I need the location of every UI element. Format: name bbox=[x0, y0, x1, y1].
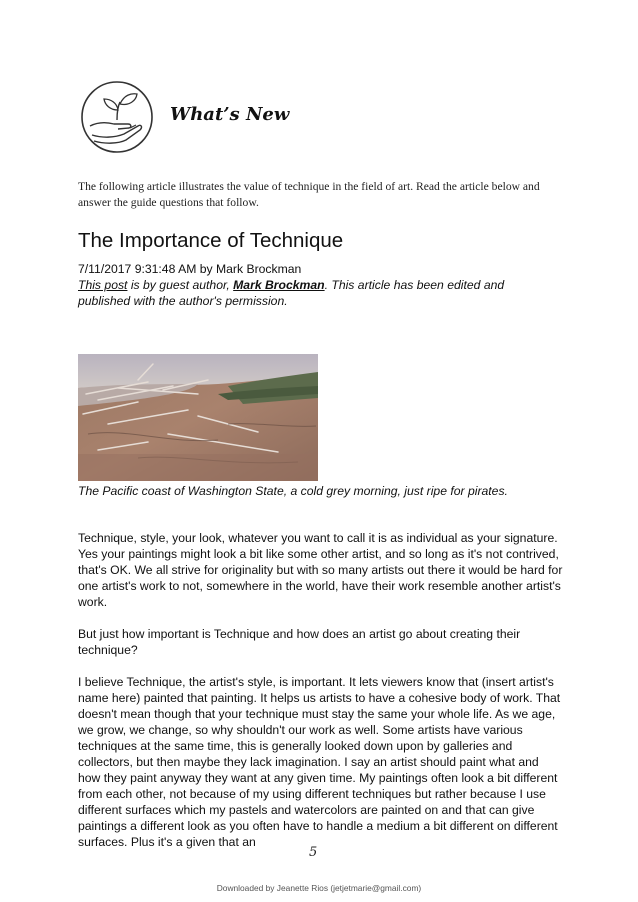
byline: 7/11/2017 9:31:48 AM by Mark Brockman bbox=[78, 262, 302, 276]
author-link[interactable]: Mark Brockman bbox=[233, 278, 325, 292]
article-body bbox=[78, 530, 564, 866]
section-title: What’s New bbox=[170, 104, 290, 125]
paragraph: I believe Technique, the artist's style, is important. It lets viewers know that (insert artist's name here) painted that painting. It helps us artists to have a cohesive body of work. That doesn't mean though that your technique must stay the same your whole life. As we age, we grow, we change, so why shouldn't our work as well. Some artists have various techniques at the same time, this is generally looked down upon by galleries and collectors, but then maybe they lack imagination. I say an artist should paint what and how they paint anyway they want at any given time. My paintings often look a bit different from each other, not because of my using different techniques but rather because I use different surfaces which my pastels and watercolors are painted on and that can give paintings a different look as you often have to handle a medium a bit different on different surfaces. Plus it's a given that an bbox=[78, 675, 561, 849]
coastal-landscape-painting bbox=[78, 354, 318, 481]
note-text-1: is by guest author, bbox=[127, 278, 234, 292]
intro-text: The following article illustrates the value of technique in the field of art. Read the article below and answer the guide questions that follow. bbox=[78, 180, 540, 209]
paragraph: But just how important is Technique and how does an artist go about creating their technique? bbox=[78, 627, 521, 657]
download-footer: Downloaded by Jeanette Rios (jetjetmarie@gmail.com) bbox=[216, 883, 422, 893]
article-meta bbox=[78, 261, 548, 309]
article-title: The Importance of Technique bbox=[78, 229, 344, 252]
paragraph: Technique, style, your look, whatever you want to call it is as individual as your signature. Yes your paintings might look a bit like some other artist, and so long as it's not contrived, that's OK. We all strive for originality but with so many artists out there it would be hard for one artist's work to not, somewhere in the world, have their work resemble another artist's work. bbox=[78, 531, 563, 609]
page-number: 5 bbox=[309, 845, 318, 860]
post-link[interactable]: This post bbox=[78, 278, 128, 292]
note-text-2: . This article has been edited and published with the author's permission. bbox=[78, 278, 505, 308]
hand-holding-seedling-icon bbox=[80, 80, 154, 154]
image-caption: The Pacific coast of Washington State, a cold grey morning, just ripe for pirates. bbox=[78, 484, 508, 498]
guest-author-note bbox=[78, 277, 548, 309]
